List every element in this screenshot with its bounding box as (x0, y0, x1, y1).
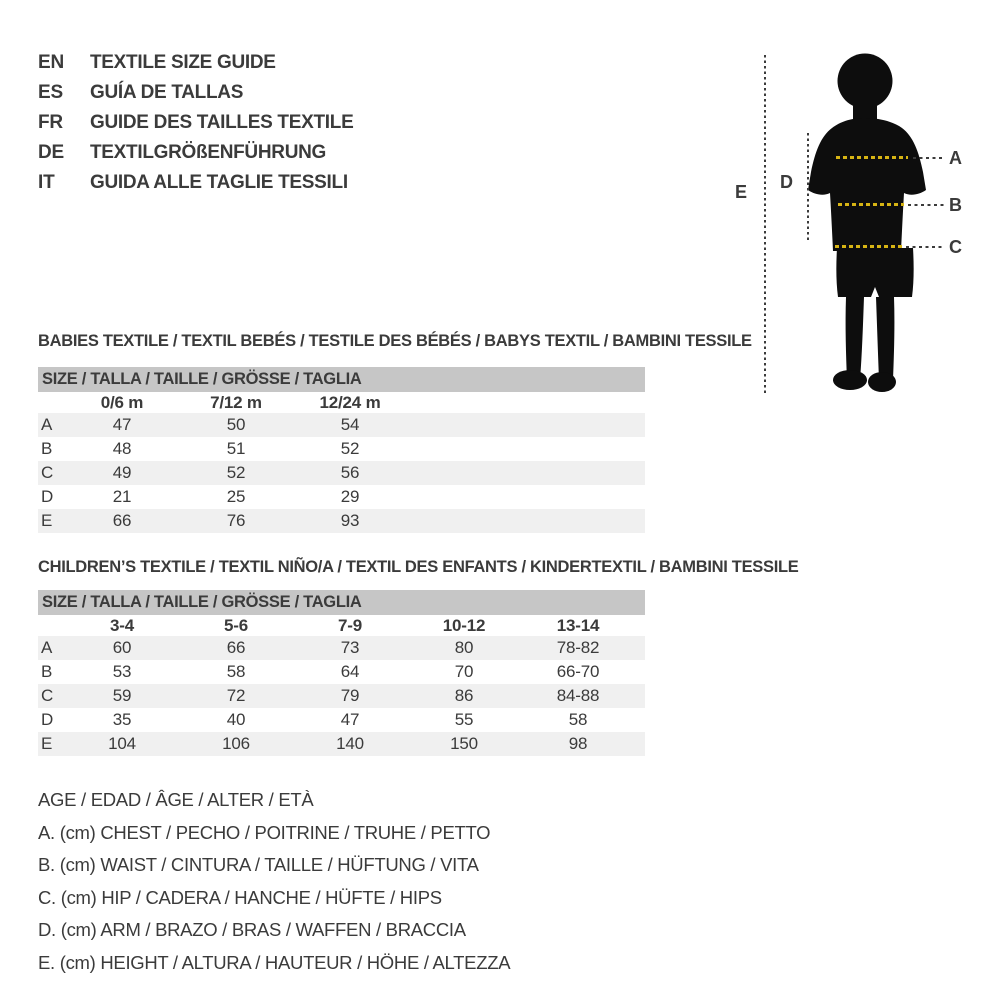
filler-cell (635, 732, 645, 756)
legend-line-chest: A. (cm) CHEST / PECHO / POITRINE / TRUHE / PETTO (38, 821, 491, 843)
height-measure-line-e (764, 55, 766, 393)
column-header: 10-12 (442, 615, 486, 635)
measure-label-e: E (735, 182, 748, 202)
measure-label-a: A (949, 148, 962, 168)
language-code: DE (38, 142, 64, 163)
table-row (38, 485, 645, 509)
language-code: IT (38, 172, 55, 193)
measurement-legend (38, 784, 510, 979)
waist-measure-line-b (838, 203, 904, 206)
filler-cell (407, 413, 645, 437)
cell: 48 (112, 439, 132, 458)
language-row (38, 78, 353, 108)
children-size-header-bar: SIZE / TALLA / TAILLE / GRÖSSE / TAGLIA (38, 590, 645, 615)
cell: 40 (226, 710, 246, 729)
filler-cell (635, 615, 645, 636)
legend-line-waist: B. (cm) WAIST / CINTURA / TAILLE / HÜFTUNG / VITA (38, 854, 479, 875)
legend-line-height: E. (cm) HEIGHT / ALTURA / HAUTEUR / HÖHE / ALTEZZA (38, 951, 511, 973)
children-column-header-row (38, 615, 645, 636)
column-header: 13-14 (556, 615, 600, 635)
language-row (38, 48, 353, 78)
row-label: A (41, 415, 53, 434)
cell: 66 (112, 511, 132, 530)
chest-measure-line-a (836, 156, 908, 159)
cell: 49 (112, 463, 132, 482)
cell: 72 (226, 686, 246, 705)
legend-line-hip: C. (cm) HIP / CADERA / HANCHE / HÜFTE / HIPS (38, 886, 442, 908)
row-label: B (41, 439, 53, 458)
table-row (38, 509, 645, 533)
column-header: 7/12 m (210, 392, 262, 412)
column-header: 12/24 m (319, 392, 381, 412)
language-title: GUÍA DE TALLAS (90, 82, 244, 103)
hip-measure-line-c (835, 245, 902, 248)
cell: 80 (454, 638, 474, 657)
language-row (38, 138, 353, 168)
cell: 21 (112, 487, 132, 506)
row-label: A (41, 638, 53, 657)
cell: 64 (340, 662, 360, 681)
table-row (38, 732, 645, 756)
arm-measure-line-d (807, 133, 809, 240)
cell: 53 (112, 662, 132, 681)
cell: 84-88 (556, 686, 600, 705)
row-label: B (41, 662, 53, 681)
language-code: FR (38, 112, 63, 133)
hip-measure-line-c-extension (906, 246, 944, 248)
filler-cell (635, 684, 645, 708)
language-code: ES (38, 82, 63, 103)
cell: 140 (336, 734, 364, 753)
babies-size-table (38, 392, 645, 533)
column-header: 7-9 (338, 615, 362, 635)
cell: 47 (340, 710, 360, 729)
row-label: D (41, 710, 54, 729)
cell: 56 (340, 463, 360, 482)
filler-cell (635, 660, 645, 684)
cell: 58 (568, 710, 588, 729)
babies-column-header-row (38, 392, 645, 413)
babies-size-header-bar: SIZE / TALLA / TAILLE / GRÖSSE / TAGLIA (38, 367, 645, 392)
filler-cell (407, 437, 645, 461)
filler-cell (407, 509, 645, 533)
language-title: TEXTILE SIZE GUIDE (90, 52, 276, 73)
cell: 104 (108, 734, 136, 753)
column-header: 0/6 m (100, 392, 144, 412)
language-title: TEXTILGRÖßENFÜHRUNG (90, 142, 327, 163)
table-row (38, 708, 645, 732)
corner-cell (38, 615, 65, 636)
cell: 25 (226, 487, 246, 506)
cell: 66 (226, 638, 246, 657)
cell: 93 (340, 511, 360, 530)
table-row (38, 413, 645, 437)
cell: 47 (112, 415, 132, 434)
cell: 51 (226, 439, 246, 458)
cell: 50 (226, 415, 246, 434)
cell: 60 (112, 638, 132, 657)
cell: 52 (226, 463, 246, 482)
cell: 106 (222, 734, 250, 753)
cell: 59 (112, 686, 132, 705)
babies-section-heading: BABIES TEXTILE / TEXTIL BEBÉS / TESTILE DES BÉBÉS / BABYS TEXTIL / BAMBINI TESSILE (38, 332, 752, 350)
cell: 58 (226, 662, 246, 681)
table-row (38, 660, 645, 684)
legend-line-age: AGE / EDAD / ÂGE / ALTER / ETÀ (38, 789, 314, 810)
table-row (38, 684, 645, 708)
children-size-table (38, 615, 645, 756)
table-row (38, 437, 645, 461)
cell: 76 (226, 511, 246, 530)
cell: 79 (340, 686, 360, 705)
cell: 55 (454, 710, 474, 729)
filler-cell (635, 636, 645, 660)
waist-measure-line-b-extension (908, 204, 945, 206)
measure-label-b: B (949, 195, 962, 215)
measure-label-c: C (949, 237, 962, 257)
cell: 35 (112, 710, 132, 729)
column-header: 5-6 (224, 615, 248, 635)
language-code: EN (38, 52, 64, 73)
table-row (38, 636, 645, 660)
cell: 52 (340, 439, 360, 458)
cell: 70 (454, 662, 474, 681)
filler-cell (407, 461, 645, 485)
language-title: GUIDE DES TAILLES TEXTILE (90, 112, 354, 133)
language-title-list (38, 48, 353, 198)
language-title: GUIDA ALLE TAGLIE TESSILI (90, 172, 348, 193)
row-label: C (41, 686, 54, 705)
row-label: D (41, 487, 54, 506)
measure-label-d: D (780, 172, 793, 192)
column-header: 3-4 (110, 615, 134, 635)
cell: 78-82 (556, 638, 600, 657)
language-row (38, 108, 353, 138)
filler-cell (407, 485, 645, 509)
child-silhouette (800, 50, 935, 395)
children-section-heading: CHILDREN’S TEXTILE / TEXTIL NIÑO/A / TEXTIL DES ENFANTS / KINDERTEXTIL / BAMBINI TESSILE (38, 558, 799, 576)
row-label: E (41, 511, 53, 530)
cell: 98 (568, 734, 588, 753)
language-row (38, 168, 353, 198)
row-label: E (41, 734, 53, 753)
filler-cell (635, 708, 645, 732)
cell: 150 (450, 734, 478, 753)
cell: 54 (340, 415, 360, 434)
corner-cell (38, 392, 65, 413)
filler-cell (407, 392, 645, 413)
row-label: C (41, 463, 54, 482)
cell: 86 (454, 686, 474, 705)
cell: 29 (340, 487, 360, 506)
cell: 66-70 (556, 662, 600, 681)
legend-line-arm: D. (cm) ARM / BRAZO / BRAS / WAFFEN / BRACCIA (38, 919, 466, 940)
chest-measure-line-a-extension (913, 157, 945, 159)
table-row (38, 461, 645, 485)
cell: 73 (340, 638, 360, 657)
